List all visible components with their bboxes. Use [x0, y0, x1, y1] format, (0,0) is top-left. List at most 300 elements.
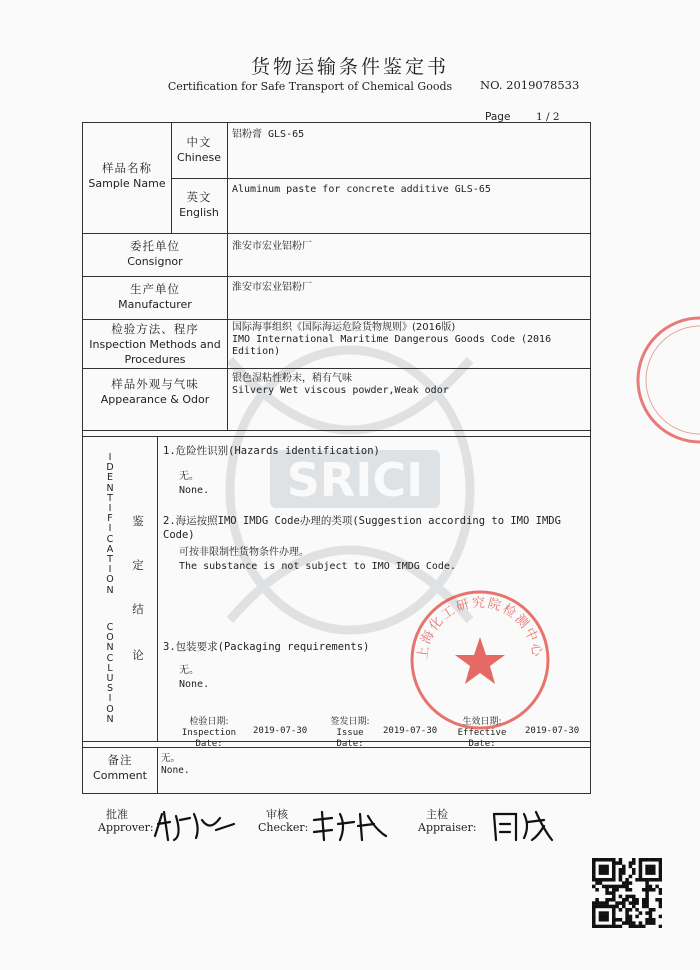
qr-module: [629, 875, 633, 879]
item3-en: None.: [179, 679, 210, 690]
qr-module: [605, 925, 609, 928]
qr-module: [612, 858, 616, 862]
qr-module: [632, 868, 636, 872]
qr-module: [659, 861, 662, 865]
comment-label-cn: 备注: [107, 753, 133, 767]
qr-module: [605, 901, 609, 905]
manufacturer-value: 淮安市宏业铝粉厂: [232, 282, 312, 293]
qr-module: [649, 858, 653, 862]
qr-module: [619, 925, 623, 928]
qr-module: [612, 921, 616, 925]
issue-date-label-en: Issue Date:: [336, 728, 364, 749]
conclusion-letter-1: O: [106, 632, 114, 644]
approver-label-cn: 批准: [106, 808, 128, 821]
qr-module: [592, 921, 596, 925]
item1-heading: 1.危险性识别(Hazards identification): [163, 445, 380, 457]
qr-module: [652, 868, 656, 872]
qr-module: [595, 905, 599, 909]
qr-module: [625, 915, 629, 919]
qr-module: [642, 898, 646, 902]
qr-module: [619, 861, 623, 865]
appearance-label-en: Appearance & Odor: [100, 393, 210, 406]
manufacturer-label-cn: 生产单位: [130, 282, 180, 296]
issue-date-label: [321, 717, 379, 750]
english-label: [171, 190, 227, 220]
qr-module: [605, 871, 609, 875]
qr-module: [619, 901, 623, 905]
qr-module: [629, 861, 633, 865]
qr-module: [605, 891, 609, 895]
qr-module: [592, 925, 596, 928]
title-chinese: 货物运输条件鉴定书: [250, 56, 449, 78]
qr-module: [642, 925, 646, 928]
qr-module: [612, 865, 616, 869]
conclusion-letter-6: S: [106, 683, 114, 695]
qr-module: [592, 908, 596, 912]
sample-name-label-cn: 样品名称: [102, 161, 152, 175]
qr-module: [602, 905, 606, 909]
qr-code[interactable]: [592, 858, 662, 928]
edge-seal-stamp: [630, 310, 700, 450]
qr-module: [622, 881, 626, 885]
qr-module: [605, 885, 609, 889]
qr-module: [605, 868, 609, 872]
qr-module: [632, 858, 636, 862]
item3-cn: 无。: [179, 665, 199, 676]
conclusion-letter-8: O: [106, 703, 114, 715]
qr-module: [599, 918, 603, 922]
appearance-value: [232, 373, 449, 397]
qr-module: [645, 898, 649, 902]
qr-module: [645, 868, 649, 872]
identification-letter-3: N: [106, 482, 114, 494]
qr-module: [655, 885, 659, 889]
qr-module: [599, 911, 603, 915]
english-value: Aluminum paste for concrete additive GLS-65: [232, 184, 491, 195]
identification-letter-7: I: [108, 523, 112, 535]
qr-module: [599, 881, 603, 885]
qr-module: [659, 898, 662, 902]
qr-module: [602, 915, 606, 919]
consignor-label: [83, 239, 227, 269]
checker-label: [258, 808, 308, 834]
qr-module: [629, 901, 633, 905]
qr-module: [592, 861, 596, 865]
qr-module: [619, 895, 623, 899]
qr-module: [635, 908, 639, 912]
appearance-label-cn: 样品外观与气味: [111, 377, 199, 391]
inspection-date-label-en: Inspection Date:: [181, 728, 237, 749]
qr-module: [625, 908, 629, 912]
qr-module: [645, 878, 649, 882]
identification-letter-4: T: [107, 492, 113, 504]
identification-letter-10: T: [107, 554, 113, 566]
qr-module: [629, 865, 633, 869]
qr-module: [625, 878, 629, 882]
item1-en: None.: [179, 485, 210, 496]
qr-module: [615, 888, 619, 892]
qr-module: [609, 885, 613, 889]
identification-vertical-text: [105, 453, 115, 596]
qr-module: [592, 905, 596, 909]
effective-date-label-en: Effective Date:: [457, 728, 507, 749]
qr-module: [629, 881, 633, 885]
qr-module: [592, 915, 596, 919]
qr-module: [609, 878, 613, 882]
qr-module: [639, 858, 643, 862]
identification-letter-6: F: [107, 513, 113, 525]
qr-module: [622, 905, 626, 909]
qr-module: [605, 865, 609, 869]
qr-module: [625, 885, 629, 889]
identification-letter-9: A: [106, 543, 114, 555]
qr-module: [622, 898, 626, 902]
approver-label: [98, 808, 154, 834]
qr-module: [612, 861, 616, 865]
qr-module: [592, 865, 596, 869]
approver-signature: [150, 806, 240, 846]
qr-module: [602, 885, 606, 889]
qr-module: [659, 915, 662, 919]
side-cn-2: 定: [132, 558, 144, 572]
qr-module: [602, 918, 606, 922]
qr-module: [599, 878, 603, 882]
consignor-label-en: Consignor: [127, 255, 183, 268]
inspection-label-en-2: Procedures: [124, 353, 186, 366]
qr-module: [652, 918, 656, 922]
qr-module: [629, 888, 633, 892]
qr-module: [645, 871, 649, 875]
qr-module: [609, 905, 613, 909]
qr-module: [599, 865, 603, 869]
qr-module: [592, 878, 596, 882]
qr-module: [625, 895, 629, 899]
qr-module: [622, 871, 626, 875]
qr-module: [645, 895, 649, 899]
qr-module: [612, 918, 616, 922]
qr-module: [649, 871, 653, 875]
qr-module: [642, 901, 646, 905]
comment-value-en: None.: [161, 765, 190, 776]
qr-module: [619, 918, 623, 922]
item2-heading-1: 2.海运按照IMO IMDG Code办理的类项(Suggestion according to IMO IMDG: [163, 515, 561, 527]
qr-module: [615, 861, 619, 865]
qr-module: [612, 925, 616, 928]
qr-module: [655, 858, 659, 862]
comment-value: [161, 753, 190, 777]
identification-letter-1: D: [106, 462, 114, 474]
qr-module: [649, 908, 653, 912]
qr-module: [649, 921, 653, 925]
title-english: Certification for Safe Transport of Chemical Goods: [167, 80, 453, 93]
qr-module: [645, 918, 649, 922]
qr-module: [645, 865, 649, 869]
qr-module: [612, 868, 616, 872]
qr-module: [635, 915, 639, 919]
inspection-label-en-1: Inspection Methods and: [89, 338, 221, 351]
qr-module: [622, 868, 626, 872]
identification-letter-13: N: [106, 584, 114, 596]
comment-label-en: Comment: [93, 769, 147, 782]
qr-module: [629, 918, 633, 922]
identification-letter-0: I: [108, 452, 112, 463]
qr-module: [649, 911, 653, 915]
qr-module: [649, 918, 653, 922]
qr-module: [639, 871, 643, 875]
inspection-label: [83, 322, 227, 367]
qr-module: [649, 865, 653, 869]
qr-module: [602, 925, 606, 928]
qr-module: [599, 901, 603, 905]
effective-date-label-cn: 生效日期:: [462, 717, 502, 727]
qr-module: [659, 878, 662, 882]
chinese-label-cn: 中文: [186, 135, 212, 149]
qr-module: [649, 888, 653, 892]
appraiser-label-en: Appraiser:: [418, 821, 477, 834]
inspection-date: 2019-07-30: [253, 726, 308, 736]
qr-module: [595, 881, 599, 885]
qr-module: [649, 885, 653, 889]
qr-module: [645, 858, 649, 862]
inspection-value-en-2: Edition): [232, 346, 281, 357]
qr-module: [619, 878, 623, 882]
qr-module: [629, 925, 633, 928]
conclusion-vertical-text: [105, 623, 115, 725]
qr-module: [659, 865, 662, 869]
qr-module: [612, 875, 616, 879]
qr-module: [615, 901, 619, 905]
qr-module: [625, 881, 629, 885]
qr-module: [595, 878, 599, 882]
qr-module: [642, 905, 646, 909]
qr-module: [642, 888, 646, 892]
qr-module: [615, 925, 619, 928]
qr-module: [659, 868, 662, 872]
qr-module: [629, 915, 633, 919]
qr-module: [612, 895, 616, 899]
inspection-label-cn: 检验方法、程序: [111, 322, 199, 336]
qr-module: [652, 908, 656, 912]
qr-module: [609, 858, 613, 862]
conclusion-letter-2: N: [106, 642, 114, 654]
qr-module: [602, 868, 606, 872]
qr-module: [599, 905, 603, 909]
identification-letter-8: C: [106, 533, 114, 545]
qr-module: [592, 885, 596, 889]
item1-cn: 无。: [179, 471, 199, 482]
qr-module: [652, 921, 656, 925]
qr-module: [632, 921, 636, 925]
qr-module: [625, 921, 629, 925]
qr-module: [652, 871, 656, 875]
qr-module: [612, 891, 616, 895]
qr-module: [595, 858, 599, 862]
qr-module: [635, 901, 639, 905]
qr-module: [592, 901, 596, 905]
qr-module: [639, 925, 643, 928]
qr-module: [645, 901, 649, 905]
qr-module: [652, 888, 656, 892]
qr-module: [592, 918, 596, 922]
qr-module: [605, 878, 609, 882]
qr-module: [632, 925, 636, 928]
english-label-cn: 英文: [186, 190, 212, 204]
qr-module: [599, 871, 603, 875]
qr-module: [639, 921, 643, 925]
qr-module: [659, 905, 662, 909]
comment-label: [83, 753, 157, 783]
qr-module: [605, 911, 609, 915]
qr-module: [645, 921, 649, 925]
identification-letter-12: O: [106, 574, 114, 586]
qr-module: [645, 881, 649, 885]
qr-module: [642, 878, 646, 882]
qr-module: [649, 915, 653, 919]
qr-module: [595, 898, 599, 902]
manufacturer-label: [83, 282, 227, 312]
item3-heading: 3.包装要求(Packaging requirements): [163, 641, 370, 653]
side-cn-3: 结: [132, 602, 144, 616]
qr-module: [599, 925, 603, 928]
identification-letter-2: E: [106, 472, 113, 484]
conclusion-letter-4: L: [107, 662, 113, 674]
inspection-date-label: [169, 717, 249, 750]
conclusion-letter-0: C: [106, 622, 114, 633]
qr-module: [635, 898, 639, 902]
qr-module: [649, 868, 653, 872]
qr-module: [605, 918, 609, 922]
qr-module: [595, 901, 599, 905]
qr-module: [659, 925, 662, 928]
qr-module: [632, 871, 636, 875]
qr-module: [642, 858, 646, 862]
qr-module: [645, 905, 649, 909]
item2-heading-2: Code): [163, 529, 195, 541]
consignor-label-cn: 委托单位: [130, 239, 180, 253]
qr-module: [602, 878, 606, 882]
qr-module: [635, 925, 639, 928]
qr-module: [649, 878, 653, 882]
qr-module: [639, 868, 643, 872]
qr-module: [639, 861, 643, 865]
qr-module: [622, 865, 626, 869]
identification-letter-5: I: [108, 503, 112, 515]
inspection-value-en-1: IMO International Maritime Dangerous Goods Code (2016: [232, 334, 552, 345]
inspection-date-label-cn: 检验日期:: [189, 717, 229, 727]
qr-module: [602, 871, 606, 875]
qr-module: [625, 888, 629, 892]
qr-module: [592, 871, 596, 875]
qr-module: [629, 895, 633, 899]
manufacturer-label-en: Manufacturer: [118, 298, 192, 311]
qr-module: [612, 885, 616, 889]
qr-module: [619, 908, 623, 912]
conclusion-letter-7: I: [108, 693, 112, 705]
qr-module: [629, 921, 633, 925]
identification-letter-11: I: [108, 564, 112, 576]
appraiser-signature: [488, 806, 558, 846]
official-seal-stamp: [405, 585, 555, 735]
qr-module: [599, 915, 603, 919]
side-cn-4: 论: [132, 648, 144, 662]
checker-signature: [310, 806, 395, 846]
sample-name-label-en: Sample Name: [88, 177, 166, 190]
qr-module: [612, 898, 616, 902]
qr-module: [605, 898, 609, 902]
qr-module: [639, 911, 643, 915]
english-label-en: English: [179, 206, 219, 219]
qr-module: [612, 888, 616, 892]
qr-module: [639, 865, 643, 869]
qr-module: [609, 891, 613, 895]
item2-en: The substance is not subject to IMO IMDG Code.: [179, 561, 456, 572]
qr-module: [605, 858, 609, 862]
qr-module: [592, 858, 596, 862]
qr-module: [652, 878, 656, 882]
qr-module: [632, 898, 636, 902]
qr-module: [602, 911, 606, 915]
qr-module: [612, 905, 616, 909]
qr-module: [595, 925, 599, 928]
qr-module: [612, 915, 616, 919]
qr-module: [599, 868, 603, 872]
consignor-value: 淮安市宏业铝粉厂: [232, 241, 312, 252]
appearance-value-cn: 银色湿粘性粉末，稍有气味: [232, 373, 352, 384]
qr-module: [615, 918, 619, 922]
chinese-label: [171, 135, 227, 165]
checker-label-en: Checker:: [258, 821, 309, 834]
certificate-number: NO. 2019078533: [480, 78, 580, 92]
qr-module: [605, 888, 609, 892]
qr-module: [619, 868, 623, 872]
qr-module: [625, 898, 629, 902]
qr-module: [652, 858, 656, 862]
qr-module: [645, 888, 649, 892]
qr-module: [622, 901, 626, 905]
qr-module: [659, 888, 662, 892]
qr-module: [659, 875, 662, 879]
qr-module: [659, 901, 662, 905]
page-number: 1 / 2: [536, 111, 560, 123]
qr-module: [625, 911, 629, 915]
item2-cn: 可按非限制性货物条件办理。: [179, 547, 309, 558]
qr-module: [625, 918, 629, 922]
qr-module: [592, 868, 596, 872]
qr-module: [592, 911, 596, 915]
appraiser-label-cn: 主检: [426, 808, 448, 821]
svg-text:上海化工研究院检测中心: 上海化工研究院检测中心: [415, 595, 545, 661]
inspection-value: [232, 322, 551, 358]
qr-module: [605, 915, 609, 919]
qr-module: [602, 901, 606, 905]
qr-module: [622, 921, 626, 925]
conclusion-letter-3: C: [106, 652, 114, 664]
qr-module: [609, 925, 613, 928]
qr-module: [612, 878, 616, 882]
side-cn-1: 鉴: [132, 514, 144, 528]
appearance-label: [83, 377, 227, 407]
qr-module: [632, 895, 636, 899]
qr-module: [602, 865, 606, 869]
qr-module: [659, 858, 662, 862]
qr-module: [629, 908, 633, 912]
qr-module: [599, 858, 603, 862]
qr-module: [655, 898, 659, 902]
qr-module: [655, 878, 659, 882]
qr-module: [615, 885, 619, 889]
appearance-value-en: Silvery Wet viscous powder,Weak odor: [232, 385, 449, 396]
checker-label-cn: 审核: [266, 808, 288, 821]
